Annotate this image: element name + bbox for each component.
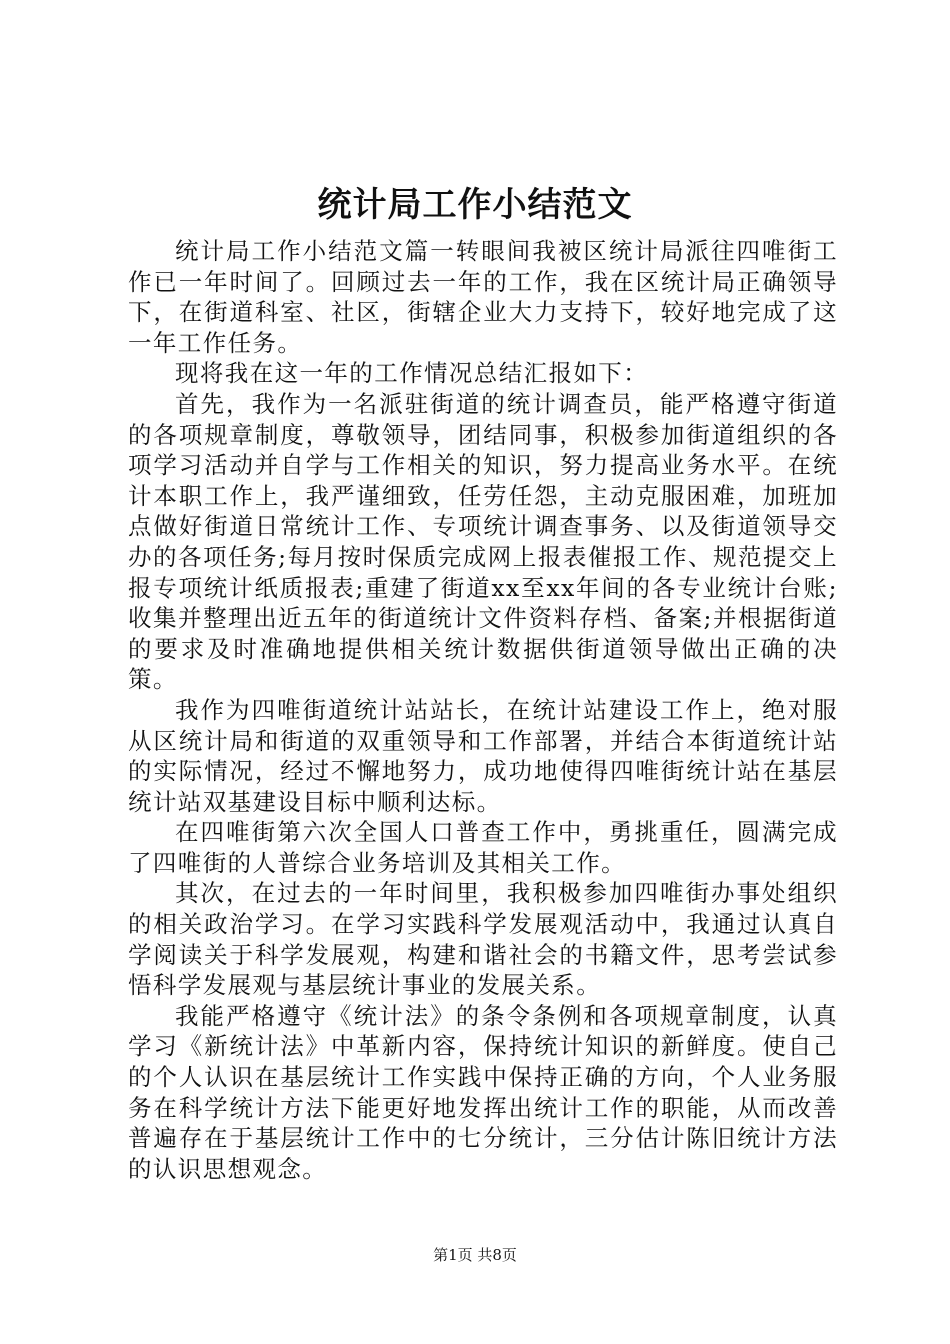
paragraph-station-chief: 我作为四唯街道统计站站长，在统计站建设工作上，绝对服从区统计局和街道的双重领导和工作部署，并结合本街道统计站的实际情况，经过不懈地努力，成功地使得四唯街统计站在基层统计站双基建设目标中顺利达标。 xyxy=(128,695,838,816)
paragraph-political-study: 其次，在过去的一年时间里，我积极参加四唯街办事处组织的相关政治学习。在学习实践科学发展观活动中，我通过认真自学阅读关于科学发展观，构建和谐社会的书籍文件，思考尝试参悟科学发展观与基层统计事业的发展关系。 xyxy=(128,879,838,1000)
paragraph-intro: 统计局工作小结范文篇一转眼间我被区统计局派往四唯街工作已一年时间了。回顾过去一年的工作，我在区统计局正确领导下，在街道科室、社区，街辖企业大力支持下，较好地完成了这一年工作任务。 xyxy=(128,237,838,357)
paragraph-report-lead: 现将我在这一年的工作情况总结汇报如下： xyxy=(175,359,649,388)
page-footer: 第1页 共8页 xyxy=(433,1246,517,1264)
document-title: 统计局工作小结范文 xyxy=(317,185,633,225)
document-body xyxy=(128,236,838,1184)
paragraph-statistics-law: 我能严格遵守《统计法》的条令条例和各项规章制度，认真学习《新统计法》中革新内容，保持统计知识的新鲜度。使自己的个人认识在基层统计工作实践中保持正确的方向，个人业务服务在科学统计方法下能更好地发挥出统计工作的职能，从而改善普遍存在于基层统计工作中的七分统计，三分估计陈旧统计方法的认识思想观念。 xyxy=(128,1001,838,1183)
paragraph-census: 在四唯街第六次全国人口普查工作中，勇挑重任，圆满完成了四唯街的人普综合业务培训及其相关工作。 xyxy=(128,818,838,877)
paragraph-first-duties: 首先，我作为一名派驻街道的统计调查员，能严格遵守街道的各项规章制度，尊敬领导，团结同事，积极参加街道组织的各项学习活动并自学与工作相关的知识，努力提高业务水平。在统计本职工作上，我严谨细致，任劳任怨，主动克服困难，加班加点做好街道日常统计工作、专项统计调查事务、以及街道领导交办的各项任务;每月按时保质完成网上报表催报工作、规范提交上报专项统计纸质报表;重建了街道xx至xx年间的各专业统计台账;收集并整理出近五年的街道统计文件资料存档、备案;并根据街道的要求及时准确地提供相关统计数据供街道领导做出正确的决策。 xyxy=(128,389,838,694)
